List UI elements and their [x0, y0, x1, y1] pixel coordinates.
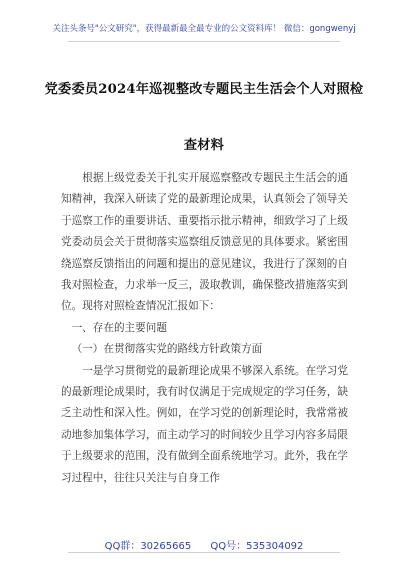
header-promo-text: 关注头条号"公文研究"，获得最新最全最专业的公文资料库！ 微信：gongwenyj — [52, 24, 356, 34]
body-paragraph: 一是学习贯彻党的最新理论成果不够深入系统。在学习党的最新理论成果时，我有时仅满足于完成规定的学习任务，缺乏主动性和深入性。例如，在学习党的创新理论时，我常常被动地参加集体学习，而主动学习的时间较少且学习内容多局限于上级要求的范围，没有做到全面系统地学习。此外，我在学习过程中，往往只关注与自身工作 — [61, 364, 348, 484]
footer-qq-number: QQ号：535304092 — [210, 541, 304, 552]
document-body — [61, 168, 348, 489]
header-divider — [68, 41, 340, 42]
intro-paragraph: 根据上级党委关于扎实开展巡察整改专题民主生活会的通知精神，我深入研读了党的最新理论成果，认真领会了领导关于巡察工作的重要讲话、重要指示批示精神，细致学习了上级党委动员会关于贯彻落实巡察组反馈意见的具体要求。紧密围绕巡察反馈指出的问题和提出的意见建议，我进行了深刻的自我对照检查，力求举一反三，汲取教训，确保整改措施落实到位。现将对照检查情况汇报如下： — [61, 172, 348, 313]
subsection-heading-policy: （一）在贯彻落实党的路线方针政策方面 — [71, 343, 263, 356]
document-title: 党委委员2024年巡视整改专题民主生活会个人对照检查材料 — [44, 82, 364, 153]
footer-qq-group: QQ群：30265665 — [104, 541, 192, 552]
footer-divider — [68, 552, 340, 553]
section-heading-main-issues: 一、存在的主要问题 — [71, 321, 167, 334]
footer-contacts — [0, 537, 408, 552]
